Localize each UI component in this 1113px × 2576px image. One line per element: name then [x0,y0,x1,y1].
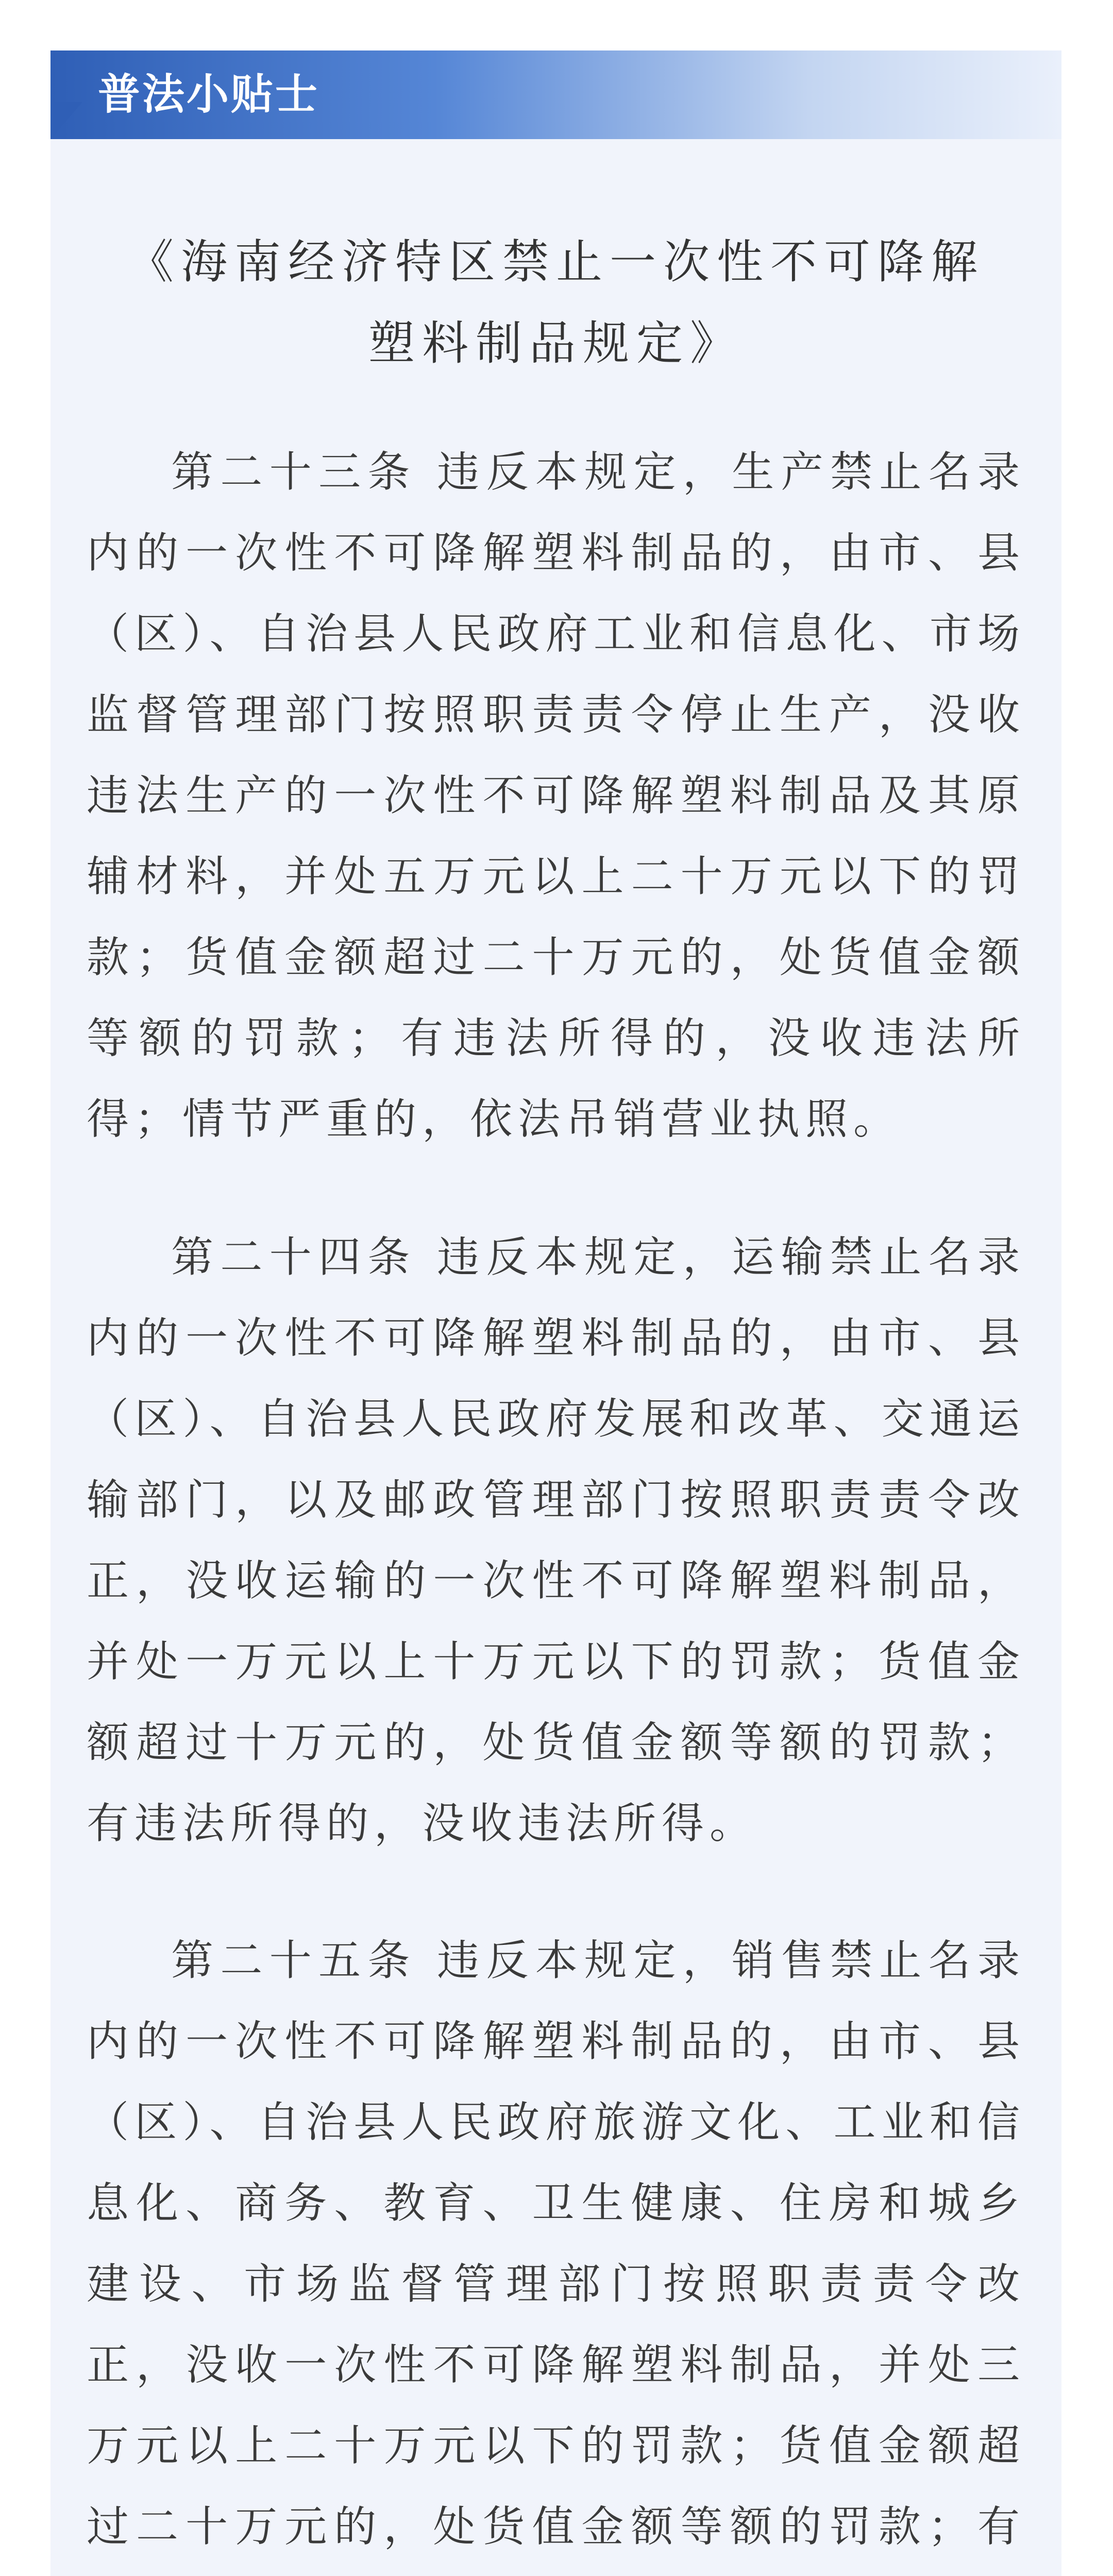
article-24: 第二十四条 违反本规定，运输禁止名录内的一次性不可降解塑料制品的，由市、县（区）、自治县人民政府发展和改革、交通运输部门，以及邮政管理部门按照职责责令改正，没收运输的一次性不可降解塑料制品，并处一万元以上十万元以下的罚款；货值金额超过十万元的，处货值金额等额的罚款；有违法所得的，没收违法所得。 [87,1233,1025,1848]
regulation-title: 《海南经济特区禁止一次性不可降解塑料制品规定》 [127,235,985,370]
article-23: 第二十三条 违反本规定，生产禁止名录内的一次性不可降解塑料制品的，由市、县（区）、自治县人民政府工业和信息化、市场监督管理部门按照职责责令停止生产，没收违法生产的一次性不可降解塑料制品及其原辅材料，并处五万元以上二十万元以下的罚款；货值金额超过二十万元的，处货值金额等额的罚款；有违法所得的，没收违法所得；情节严重的，依法吊销营业执照。 [87,448,1025,1144]
article-25: 第二十五条 违反本规定，销售禁止名录内的一次性不可降解塑料制品的，由市、县（区）、自治县人民政府旅游文化、工业和信息化、商务、教育、卫生健康、住房和城乡建设、市场监督管理部门按照职责责令改正，没收一次性不可降解塑料制品，并处三万元以上二十万元以下的罚款；货值金额超过二十万元的，处货值金额等额的罚款；有 [87,1936,1025,2551]
section-header-title: 普法小贴士 [98,70,320,119]
header-ribbon-notch [50,102,82,139]
